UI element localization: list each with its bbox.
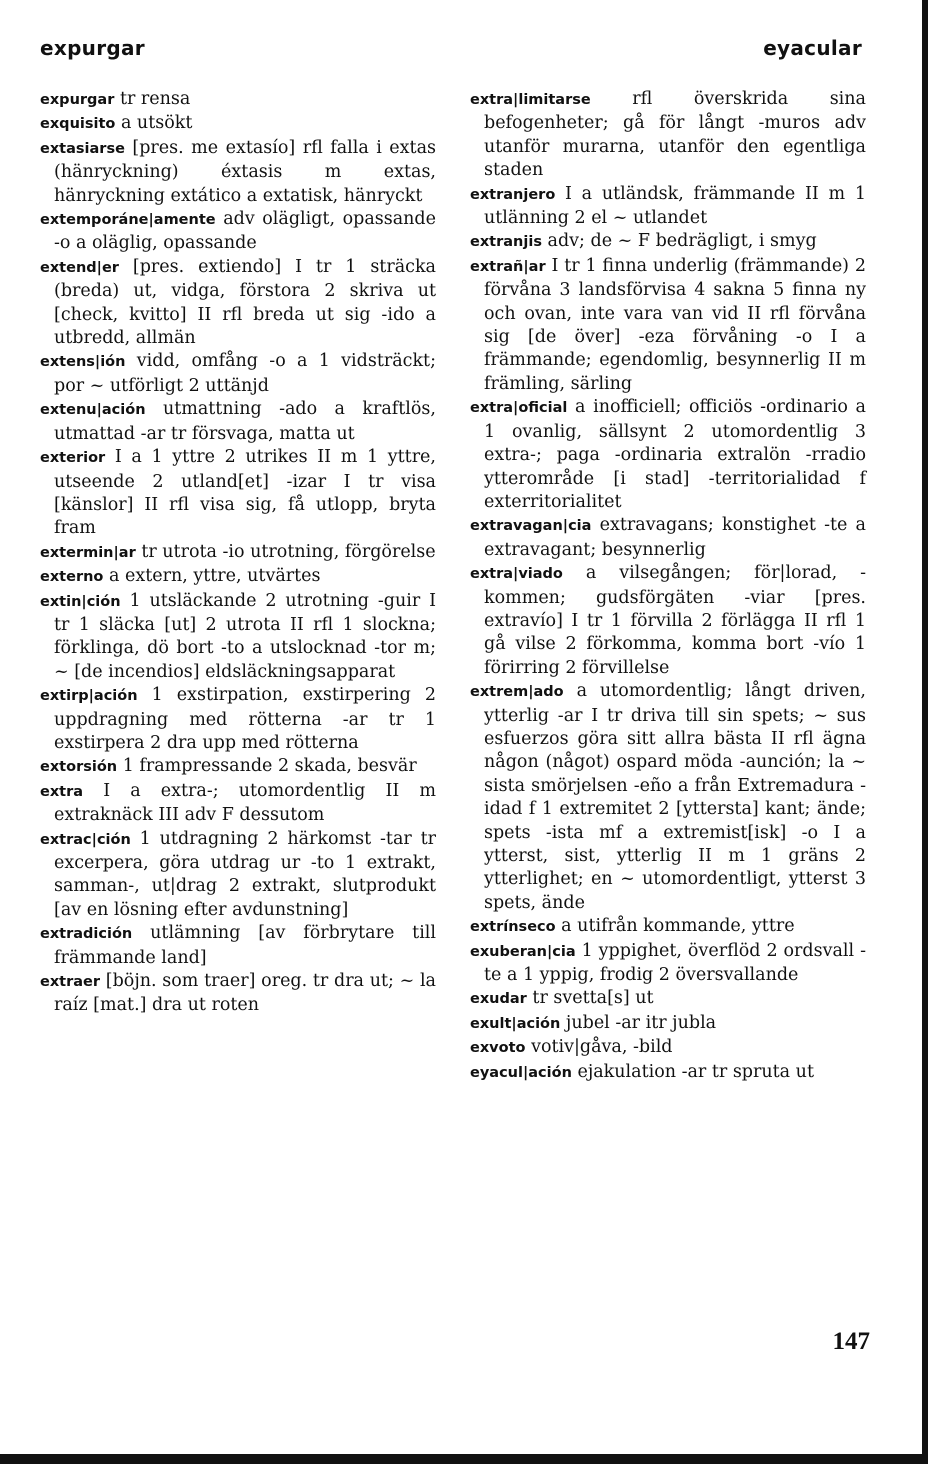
dictionary-entry [40,780,436,828]
dictionary-entry [40,684,436,755]
headword: expurgar [40,92,115,108]
headword: extirp|ación [40,688,138,705]
dictionary-entry [40,541,436,565]
entry-definition: I a utländsk, främmande II m 1 utlänning 2 el ~ utlandet [484,183,866,229]
headword: exquisito [40,116,116,133]
headword: extra|viado [470,566,563,583]
scan-edge-bottom [0,1454,928,1464]
dictionary-entry [470,1036,866,1060]
headword: extens|ión [40,354,126,371]
headword: extrem|ado [470,684,564,701]
headword: extravagan|cia [470,518,592,535]
headword: extra|oficial [470,400,568,417]
entry-definition: 1 utsläckande 2 utrotning -guir I tr 1 släcka [ut] 2 utrota II rfl 1 slockna; förklinga, dö bort -to a utslocknad -tor m; ~ [de incendios] eldsläckningsapparat [54,590,436,682]
entry-definition: I tr 1 finna underlig (främmande) 2 förvåna 3 landsförvisa 4 sakna 5 finna ny och ovan, inte vara van vid II rfl förvåna sig [de över] -eza förvåning -o I a främmande; egendomlig, besynnerlig II m främling, särling [484,255,866,394]
entry-definition: a utomordentlig; långt driven, ytterlig -ar I tr driva till sin spets; ~ sus esfuerzos göra sitt allra bästa II rfl ägna någon (något) ospard möda -aunción; la ~ sista smörjelsen -eño a från Extremadura -idad f 1 extremitet 2 [yttersta] kant; ände; spets -ista mf a extremist[isk] -o I a ytterst, sist, ytterlig II m 1 gräns 2 ytterlighet; en ~ utomordentligt, ytterst 3 spets, ände [484,681,866,913]
headword: extermin|ar [40,544,136,561]
entry-definition: 1 yppighet, överflöd 2 ordsvall -te a 1 yppig, frodig 2 översvallande [484,940,866,986]
dictionary-entry [40,970,436,1018]
headword: exuberan|cia [470,943,576,960]
dictionary-entry [470,514,866,562]
dictionary-entry [40,446,436,541]
right-column [470,88,866,1085]
headword: eyacul|ación [470,1064,572,1081]
dictionary-entry [40,112,436,136]
dictionary-entry [470,562,866,680]
dictionary-entry [470,230,866,254]
entry-definition: vidd, omfång -o a 1 vidsträckt; por ~ utförligt 2 uttänjd [54,351,436,396]
entry-definition: rfl överskrida sina befogenheter; gå för långt -muros adv utanför murarna, utanför den egentliga staden [484,89,866,181]
dictionary-entry [40,208,436,256]
entry-definition: ejakulation -ar tr spruta ut [577,1061,814,1082]
headword: extrínseco [470,919,556,936]
headword: exult|ación [470,1015,561,1032]
dictionary-entry [40,137,436,208]
entry-definition: I a 1 yttre 2 utrikes II m 1 yttre, utseende 2 utland[et] -izar I tr visa [känslor] II rfl visa sig, få utlopp, bryta fram [54,447,436,539]
dictionary-entry [40,398,436,446]
headword: extrañ|ar [470,258,546,275]
dictionary-entry [40,755,436,779]
entry-definition: I a extra-; utomordentlig II m extraknäck III adv F dessutom [54,780,436,826]
running-head-left: expurgar [40,36,145,60]
entry-definition: a extern, yttre, utvärtes [108,566,321,587]
dictionary-entry [40,350,436,398]
headword: exterior [40,450,106,467]
dictionary-entry [470,183,866,231]
headword: exudar [470,991,527,1008]
headword: extraer [40,974,101,991]
entry-definition: utmattning -ado a kraftlös, utmattad -ar tr försvaga, matta ut [54,399,436,444]
dictionary-entry [470,88,866,183]
dictionary-entry [40,590,436,685]
dictionary-entry [40,565,436,589]
dictionary-entry [470,940,866,988]
entry-definition: 1 exstirpation, exstirpering 2 uppdragning med rötterna -ar tr 1 exstirpera 2 dra upp med rötterna [54,685,436,753]
entry-definition: a utsökt [120,113,193,134]
dictionary-entry [470,915,866,939]
dictionary-entry [470,396,866,514]
headword: extradición [40,926,133,943]
headword: extend|er [40,259,119,276]
entry-definition: a vilsegången; för|lorad, -kommen; gudsförgäten -viar [pres. extravío] I tr 1 förvilla 2 förlägga II rfl 1 gå vilse 2 förkomma, komma bort -vío 1 förirring 2 förvillelse [484,563,866,678]
dictionary-entry [470,987,866,1011]
headword: extorsión [40,759,118,776]
entry-definition: adv; de ~ F bedrägligt, i smyg [547,231,817,252]
entry-definition: votiv|gåva, -bild [531,1037,673,1058]
headword: extrac|ción [40,831,131,848]
headword: exvoto [470,1040,526,1057]
entry-definition: [böjn. som traer] oreg. tr dra ut; ~ la raíz [mat.] dra ut roten [54,971,436,1016]
headword: extemporáne|amente [40,212,216,229]
entry-definition: a utifrån kommande, yttre [561,916,795,937]
headword: extin|ción [40,593,121,610]
running-head-right: eyacular [763,36,862,60]
entry-definition: tr utrota -io utrotning, förgörelse [141,541,436,562]
dictionary-entry [470,1061,866,1085]
headword: extenu|ación [40,402,146,419]
dictionary-entry [40,828,436,923]
dictionary-entry [470,1012,866,1036]
entry-definition: tr rensa [119,89,191,109]
dictionary-entry [40,256,436,351]
headword: externo [40,569,104,586]
entry-definition: a inofficiell; officiös -ordinario a 1 ovanlig, sällsynt 2 utomordentlig 3 extra-; paga -ordinaria extralön -rradio ytterområde [i stad] -territorialidad f exterritorialitet [484,397,866,512]
entry-definition: utlämning [av förbrytare till främmande land] [54,923,436,968]
dictionary-entry [470,255,866,396]
entry-definition: 1 frampressande 2 skada, besvär [122,756,417,777]
dictionary-entry [40,88,436,112]
left-column [40,88,436,1018]
page-number: 147 [832,1328,870,1355]
dictionary-entry [470,680,866,915]
entry-definition: extravagans; konstighet -te a extravagant; besynnerlig [484,515,866,560]
dictionary-entry [40,922,436,970]
headword: extranjis [470,234,542,251]
headword: extranjero [470,186,556,203]
headword: extasiarse [40,140,125,157]
headword: extra [40,783,84,800]
scan-edge-right [922,0,928,1464]
entry-definition: [pres. me extasío] rfl falla i extas (hänryckning) éxtasis m extas, hänryckning extático a extatisk, hänryckt [54,137,436,206]
headword: extra|limitarse [470,92,591,108]
entry-definition: 1 utdragning 2 härkomst -tar tr excerpera, göra utdrag ur -to 1 extrakt, samman-, ut|drag 2 extrakt, slutprodukt [av en lösning efter avdunstning] [54,828,436,920]
entry-definition: jubel -ar itr jubla [565,1012,717,1033]
entry-definition: tr svetta[s] ut [532,988,654,1009]
entry-definition: adv olägligt, opassande -o a oläglig, opassande [54,209,436,254]
entry-definition: [pres. extiendo] I tr 1 sträcka (breda) ut, vidga, förstora 2 skriva ut [check, kvitto] II rfl breda ut sig -ido a utbredd, allmän [54,256,436,349]
